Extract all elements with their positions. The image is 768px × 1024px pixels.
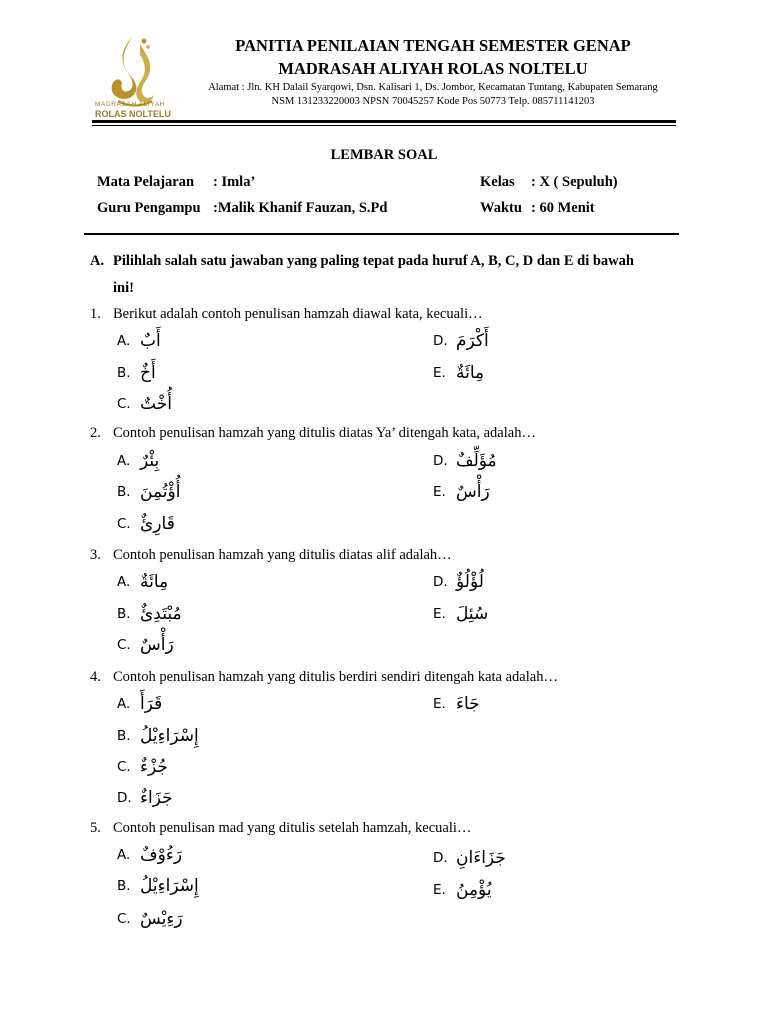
q5-option-b[interactable] [117,876,199,896]
option-letter: C. [117,911,131,927]
option-letter: B. [117,878,131,894]
option-letter: E. [433,365,446,381]
q2-option-b[interactable] [117,482,180,502]
q3-option-a[interactable] [117,572,168,592]
question-text: Contoh penulisan hamzah yang ditulis berdiri sendiri ditengah kata adalah… [113,669,558,685]
letterhead-rule-thin [92,125,676,126]
option-arabic-text: أُخْتٌ [140,394,172,414]
q5-option-e[interactable] [433,880,492,900]
q2-option-a[interactable] [117,451,159,471]
option-letter: D. [117,790,132,806]
option-arabic-text: جَاءَ [456,694,480,714]
option-letter: E. [433,484,446,500]
option-letter: C. [117,637,131,653]
q1-option-c[interactable] [117,394,172,414]
q3-option-e[interactable] [433,604,488,624]
option-arabic-text: يُؤْمِنُ [456,880,492,900]
option-arabic-text: مِائَةٌ [140,572,169,592]
option-letter: C. [117,516,131,532]
q2-option-e[interactable] [433,482,490,502]
option-arabic-text: أَبٌ [140,331,161,351]
option-arabic-text: رَءُوْفٌ [140,845,183,865]
q3-option-b[interactable] [117,604,182,624]
q5-option-a[interactable] [117,845,182,865]
option-arabic-text: رَأْسٌ [456,482,490,502]
option-arabic-text: لُؤْلُؤٌ [456,572,484,592]
q4-option-c[interactable] [117,757,168,777]
q1-option-b[interactable] [117,363,156,383]
class-label: Kelas [480,174,515,190]
letterhead-address: Alamat : Jln. KH Dalail Syarqowi, Dsn. Kalisari 1, Ds. Jombor, Kecamatan Tuntang, Kabupaten Semarang [208,82,658,93]
class-value: : X ( Sepuluh) [531,174,618,190]
logo-label-bottom: ROLAS NOLTELU [95,109,171,119]
q4-option-d[interactable] [117,788,173,808]
letterhead-committee: PANITIA PENILAIAN TENGAH SEMESTER GENAP [235,36,631,55]
q4-option-b[interactable] [117,726,199,746]
q1-option-a[interactable] [117,331,161,351]
question-number: 4. [90,669,101,685]
option-arabic-text: سُئِلَ [456,604,489,624]
option-letter: A. [117,453,131,469]
option-letter: E. [433,882,446,898]
subject-value: : Imla’ [213,174,256,190]
letterhead-school-name: MADRASAH ALIYAH ROLAS NOLTELU [278,59,588,78]
teacher-label: Guru Pengampu [97,200,201,216]
teacher-value: :Malik Khanif Fauzan, S.Pd [213,200,388,216]
time-label: Waktu [480,200,522,216]
option-arabic-text: أُؤْتُمِنَ [140,482,181,502]
section-instruction-line-2: ini! [113,280,134,296]
q5-option-d[interactable] [433,848,506,868]
q5-option-c[interactable] [117,909,183,929]
option-letter: D. [433,333,448,349]
q2-option-c[interactable] [117,514,175,534]
option-arabic-text: قَارِئٌ [140,514,175,534]
option-letter: A. [117,847,131,863]
option-arabic-text: جَزَاءَانِ [456,848,506,868]
option-arabic-text: إِسْرَاءِيْلُ [140,876,199,896]
q1-option-e[interactable] [433,363,484,383]
section-letter: A. [90,253,105,269]
option-letter: D. [433,850,448,866]
option-letter: C. [117,396,131,412]
q3-option-d[interactable] [433,572,484,592]
option-letter: C. [117,759,131,775]
question-number: 3. [90,547,101,563]
option-arabic-text: رَءِيْسٌ [140,909,183,929]
option-arabic-text: مُبْتَدِئٌ [140,604,182,624]
question-text: Contoh penulisan mad yang ditulis setelah hamzah, kecuali… [113,820,472,836]
option-letter: B. [117,484,131,500]
time-value: : 60 Menit [531,200,595,216]
option-letter: D. [433,574,448,590]
option-arabic-text: بِئْرٌ [140,451,160,471]
option-arabic-text: جُزْءٌ [140,757,168,777]
option-arabic-text: أَخٌ [140,363,156,383]
question-text: Contoh penulisan hamzah yang ditulis diatas alif adalah… [113,547,452,563]
option-letter: D. [433,453,448,469]
option-arabic-text: جَزَاءٌ [140,788,173,808]
q2-option-d[interactable] [433,451,497,471]
question-number: 5. [90,820,101,836]
option-arabic-text: رَأْسٌ [140,635,174,655]
option-letter: A. [117,574,131,590]
q1-option-d[interactable] [433,331,489,351]
option-letter: E. [433,606,446,622]
option-arabic-text: إِسْرَاءِيْلُ [140,726,199,746]
option-letter: B. [117,365,131,381]
question-text: Contoh penulisan hamzah yang ditulis diatas Ya’ ditengah kata, adalah… [113,425,536,441]
subject-label: Mata Pelajaran [97,174,195,190]
section-instruction-line-1: Pilihlah salah satu jawaban yang paling tepat pada huruf A, B, C, D dan E di bawah [113,253,634,269]
option-arabic-text: مُؤَلِّفٌ [456,451,497,471]
q4-option-e[interactable] [433,694,480,714]
q3-option-c[interactable] [117,635,174,655]
letterhead-identifiers: NSM 131233220003 NPSN 70045257 Kode Pos 50773 Telp. 085711141203 [271,96,595,107]
document-title: LEMBAR SOAL [330,147,438,163]
question-number: 1. [90,306,101,322]
option-letter: B. [117,606,131,622]
option-letter: A. [117,696,131,712]
letterhead-rule-thick [92,120,676,123]
option-letter: E. [433,696,446,712]
info-separator-rule [84,233,679,235]
q4-option-a[interactable] [117,694,162,714]
option-arabic-text: أَكْرَمَ [456,331,489,351]
option-arabic-text: قَرَأَ [140,694,163,714]
logo-label-top: MADRASAH ALIYAH [95,101,165,108]
question-text: Berikut adalah contoh penulisan hamzah diawal kata, kecuali… [113,306,483,322]
option-letter: B. [117,728,131,744]
option-letter: A. [117,333,131,349]
option-arabic-text: مِائَةٌ [456,363,485,383]
question-number: 2. [90,425,101,441]
